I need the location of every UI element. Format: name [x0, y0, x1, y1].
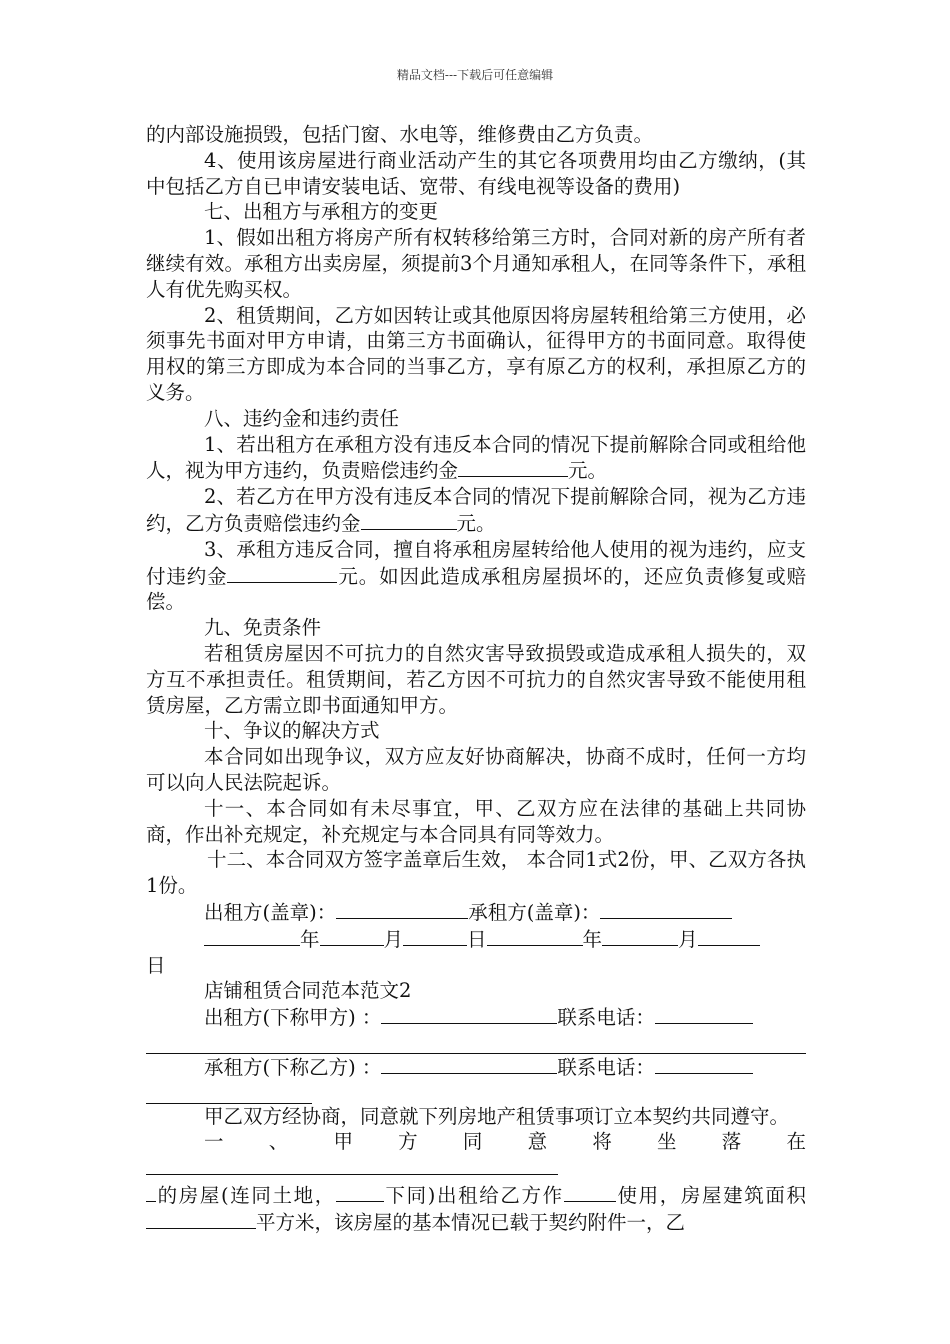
blank-line — [146, 1031, 806, 1054]
clause-text: 1、若出租方在承租方没有违反本合同的情况下提前解除合同或租给他人，视为甲方违约，负责赔偿违约金 — [146, 432, 806, 483]
clause-text: 元。如因此造成承租房屋损坏的，还应负责修复或赔偿。 — [146, 564, 806, 614]
paragraph — [146, 1182, 806, 1236]
year-label: 年 — [582, 927, 603, 951]
blank-line — [320, 926, 384, 946]
blank-line — [336, 1182, 384, 1202]
blank-line — [146, 1182, 156, 1202]
blank-line — [146, 1081, 312, 1104]
paragraph — [146, 484, 806, 537]
lessor-seal-label: 出租方(盖章)： — [204, 900, 337, 924]
blank-line — [655, 1054, 753, 1074]
paragraph: 的内部设施损毁，包括门窗、水电等，维修费由乙方负责。 — [146, 123, 654, 146]
day-label: 日 — [467, 927, 487, 951]
blank-line — [381, 1004, 557, 1024]
party-line — [146, 1004, 806, 1031]
paragraph — [146, 1129, 806, 1182]
lessee-label: 承租方(下称乙方) ： — [204, 1055, 382, 1079]
paragraph: 4、使用该房屋进行商业活动产生的其它各项费用均由乙方缴纳，(其中包括乙方自已申请安装电话、宽带、有线电视等设备的费用) — [146, 148, 806, 198]
lessee-seal-label: 承租方(盖章)： — [468, 900, 601, 924]
blank-line — [600, 899, 732, 919]
page-header: 精品文档---下载后可任意编辑 — [396, 68, 554, 82]
signature-line — [146, 899, 806, 926]
blank-line — [361, 510, 457, 530]
document-body — [146, 122, 806, 1236]
section-heading: 九、免责条件 — [204, 616, 322, 640]
clause-text: 下同)出租给乙方作 — [383, 1184, 564, 1208]
clause-text: 2、若乙方在甲方没有违反本合同的情况下提前解除合同，视为乙方违约，乙方负责赔偿违约金 — [146, 485, 806, 535]
blank-line — [146, 1209, 256, 1229]
blank-line — [146, 1155, 558, 1175]
section-heading: 七、出租方与承租方的变更 — [204, 200, 439, 224]
blank-line — [564, 1182, 616, 1202]
paragraph — [146, 432, 806, 485]
section-heading: 八、违约金和违约责任 — [204, 406, 400, 430]
blank-line — [655, 1004, 753, 1024]
day-label: 日 — [146, 953, 166, 977]
clause-text: 元。 — [456, 511, 496, 535]
blank-line — [403, 926, 467, 946]
lessor-label: 出租方(下称甲方) ： — [204, 1006, 382, 1030]
year-label: 年 — [300, 927, 320, 951]
blank-line — [458, 457, 568, 477]
paragraph: 甲乙双方经协商，同意就下列房地产租赁事项订立本契约共同遵守。 — [204, 1104, 790, 1128]
blank-line — [487, 926, 583, 946]
clause-text: 使用，房屋建筑面积 — [615, 1184, 806, 1208]
paragraph: 若租赁房屋因不可抗力的自然灾害导致损毁或造成承租人损失的，双方互不承担责任。租赁期间，若乙方因不可抗力的自然灾害导致不能使用租赁房屋，乙方需立即书面通知甲方。 — [146, 641, 806, 717]
blank-line — [602, 926, 678, 946]
clause-text: 的房屋(连同土地， — [156, 1184, 336, 1208]
blank-line — [204, 926, 300, 946]
party-line — [146, 1054, 806, 1081]
paragraph: 1、假如出租方将房产所有权转移给第三方时，合同对新的房产所有者继续有效。承租方出卖房屋，须提前3个月通知承租人，在同等条件下，承租人有优先购买权。 — [146, 226, 806, 301]
paragraph: 本合同如出现争议，双方应友好协商解决，协商不成时，任何一方均可以向人民法院起诉。 — [146, 745, 806, 794]
blank-line — [336, 899, 468, 919]
clause-text: 3、承租方违反合同，擅自将承租房屋转给他人使用的视为违约，应支付违约金 — [146, 537, 806, 588]
document-title: 店铺租赁合同范本范文2 — [204, 979, 412, 1003]
clause-text: 平方米，该房屋的基本情况已载于契约附件一，乙 — [256, 1210, 686, 1234]
month-label: 月 — [383, 927, 404, 951]
section-heading: 十、争议的解决方式 — [204, 719, 380, 743]
paragraph — [146, 537, 806, 615]
blank-line — [698, 926, 760, 946]
phone-label: 联系电话： — [557, 1055, 655, 1079]
paragraph: 2、租赁期间，乙方如因转让或其他原因将房屋转租给第三方使用，必须事先书面对甲方申请，由第三方书面确认，征得甲方的书面同意。取得使用权的第三方即成为本合同的当事乙方，享有原乙方的权利，承担原乙方的义务。 — [146, 303, 806, 404]
blank-line — [227, 563, 337, 583]
clause-text: 元。 — [568, 459, 608, 483]
clause-text: 一、甲方同意将坐落在 — [204, 1130, 806, 1154]
blank-line — [381, 1054, 557, 1074]
phone-label: 联系电话： — [557, 1006, 655, 1030]
paragraph: 十一、本合同如有未尽事宜，甲、乙双方应在法律的基础上共同协商，作出补充规定，补充规定与本合同具有同等效力。 — [146, 796, 806, 846]
paragraph: 十二、本合同双方签字盖章后生效， 本合同1式2份，甲、乙双方各执1份。 — [146, 848, 806, 898]
date-line — [146, 926, 806, 953]
month-label: 月 — [678, 927, 698, 951]
